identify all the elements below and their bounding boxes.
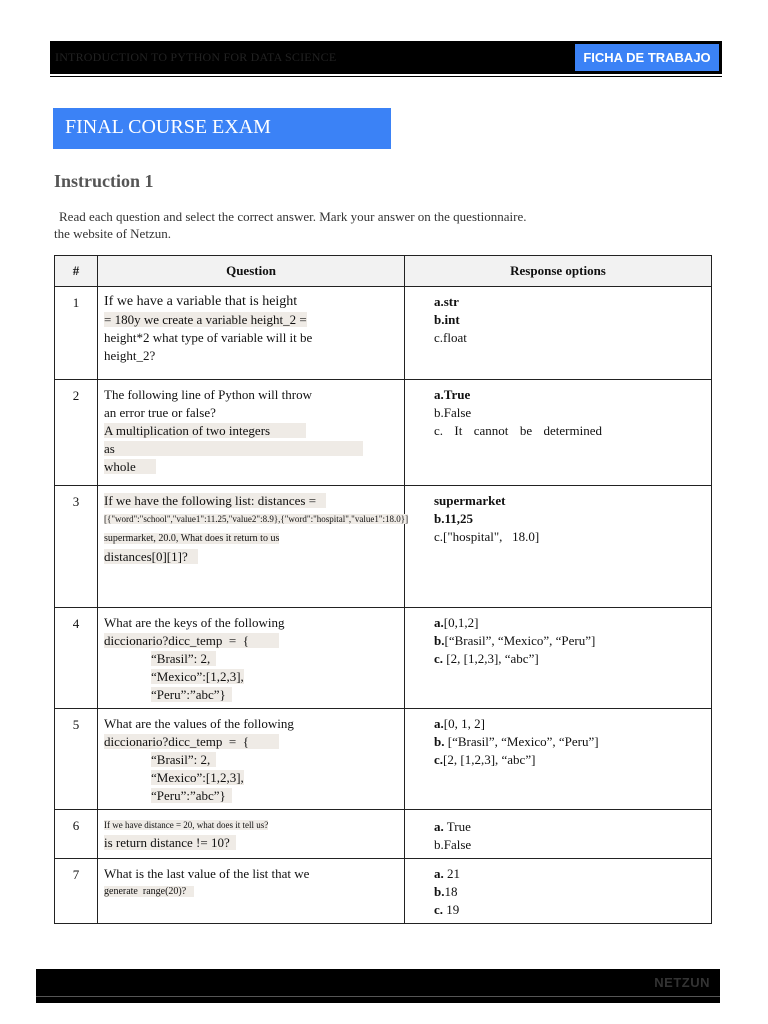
netzun-logo: NETZUN: [654, 975, 710, 990]
option-word: determined: [543, 423, 602, 438]
question-line: A multiplication of two integers: [104, 423, 306, 438]
question-line: is return distance != 10?: [104, 835, 236, 850]
question-line: “Brasil”: 2,: [151, 752, 216, 767]
table-row: [55, 810, 712, 859]
question-text: [98, 709, 405, 810]
top-header-bar: [50, 41, 722, 74]
option-b: b.False: [434, 405, 472, 420]
response-options: [405, 287, 712, 380]
question-line: “Brasil”: 2,: [151, 651, 216, 666]
question-line: diccionario?dicc_temp = {: [104, 734, 279, 749]
question-number: 2: [55, 380, 98, 486]
option-value: [“Brasil”, “Mexico”, “Peru”]: [444, 734, 599, 749]
footer-rule: [36, 996, 720, 997]
option-letter: c.: [434, 651, 444, 666]
instruction-text: [54, 208, 526, 242]
option-a: supermarket: [434, 493, 506, 508]
option-b: [434, 632, 705, 650]
question-number: 6: [55, 810, 98, 859]
question-line: as: [104, 441, 363, 456]
option-word: It: [454, 423, 463, 438]
question-number: 1: [55, 287, 98, 380]
question-text: [98, 608, 405, 709]
question-line: If we have distance = 20, what does it tell us?: [104, 820, 269, 830]
exam-title: FINAL COURSE EXAM: [65, 116, 271, 138]
option-value: [2, [1,2,3], “abc”]: [443, 651, 539, 666]
option-letter: a.: [434, 615, 444, 630]
option-letter: b.: [434, 884, 445, 899]
question-line: whole: [104, 459, 156, 474]
question-text: [98, 380, 405, 486]
table-row: [55, 859, 712, 924]
question-line: diccionario?dicc_temp = {: [104, 633, 279, 648]
response-options: [405, 859, 712, 924]
table-row: [55, 380, 712, 486]
table-row: [55, 287, 712, 380]
instruction-heading: Instruction 1: [54, 171, 154, 191]
option-letter: c.: [434, 752, 444, 767]
question-line: If we have a variable that is height: [104, 294, 298, 309]
option-value: [0,1,2]: [443, 615, 479, 630]
option-c: [434, 422, 602, 440]
option-b: b.int: [434, 312, 460, 327]
option-letter: b.: [434, 633, 445, 648]
question-number: 3: [55, 486, 98, 608]
question-line: = 180y we create a variable height_2 =: [104, 312, 307, 327]
question-number: 7: [55, 859, 98, 924]
question-line: The following line of Python will throw: [104, 387, 312, 402]
option-value: [“Brasil”, “Mexico”, “Peru”]: [444, 633, 596, 648]
footer-bar: [36, 969, 720, 1003]
option-a: [434, 818, 705, 836]
option-value: True: [443, 819, 471, 834]
question-text: [98, 287, 405, 380]
option-a: [434, 715, 705, 733]
option-word: be: [519, 423, 533, 438]
question-line: generate range(20)?: [104, 886, 194, 897]
option-value: [0, 1, 2]: [443, 716, 485, 731]
worksheet-badge: FICHA DE TRABAJO: [575, 44, 719, 71]
question-line: What is the last value of the list that we: [104, 866, 310, 881]
table-row: [55, 608, 712, 709]
option-b: b.False: [434, 837, 472, 852]
course-title: INTRODUCTION TO PYTHON FOR DATA SCIENCE: [55, 50, 337, 64]
option-b: b.11,25: [434, 511, 474, 526]
question-line: “Peru”:”abc”}: [151, 687, 232, 702]
question-line: an error true or false?: [104, 405, 216, 420]
option-a: [434, 865, 705, 883]
question-line: distances[0][1]?: [104, 549, 198, 564]
option-word: c.: [434, 423, 444, 438]
option-c: [434, 650, 705, 668]
header-rule: [50, 76, 722, 77]
option-c: c.["hospital", 18.0]: [434, 529, 540, 544]
option-b: [434, 733, 705, 751]
question-text: [98, 486, 409, 608]
option-letter: a.: [434, 866, 444, 881]
instruction-line-2: the website of Netzun.: [54, 226, 171, 241]
option-b: [434, 883, 705, 901]
option-letter: c.: [434, 902, 444, 917]
question-line: What are the values of the following: [104, 716, 294, 731]
table-row: [55, 709, 712, 810]
option-a: a.True: [434, 387, 471, 402]
response-options: [405, 486, 712, 608]
question-line: supermarket, 20.0, What does it return to us: [104, 533, 280, 544]
option-word: cannot: [473, 423, 509, 438]
question-line: “Mexico”:[1,2,3],: [151, 669, 244, 684]
question-line: What are the keys of the following: [104, 615, 285, 630]
option-value: 21: [443, 866, 460, 881]
exam-title-banner: [53, 108, 391, 149]
question-line: “Mexico”:[1,2,3],: [151, 770, 244, 785]
question-number: 4: [55, 608, 98, 709]
option-c: [434, 901, 705, 919]
question-text: [98, 859, 405, 924]
option-a: a.str: [434, 294, 459, 309]
option-c: [434, 751, 705, 769]
question-line: “Peru”:”abc”}: [151, 788, 232, 803]
option-c: c.float: [434, 330, 467, 345]
questions-table: [54, 255, 712, 924]
option-letter: a.: [434, 716, 444, 731]
header-question: Question: [98, 256, 405, 287]
question-line: height_2?: [104, 348, 156, 363]
response-options: [405, 810, 712, 859]
response-options: [405, 709, 712, 810]
option-value: 19: [443, 902, 460, 917]
option-a: [434, 614, 705, 632]
option-value: 18: [444, 884, 458, 899]
option-value: [2, [1,2,3], “abc”]: [443, 752, 536, 767]
question-text: [98, 810, 405, 859]
header-number: #: [55, 256, 98, 287]
response-options: [405, 380, 712, 486]
question-line: [{"word":"school","value1":11.25,"value2":8.9},{"word":"hospital","value1":18.0}]: [104, 514, 409, 524]
question-line: height*2 what type of variable will it be: [104, 330, 313, 345]
question-line: If we have the following list: distances =: [104, 493, 326, 508]
table-row: [55, 486, 712, 608]
option-letter: b.: [434, 734, 445, 749]
response-options: [405, 608, 712, 709]
instruction-line-1: Read each question and select the correct answer. Mark your answer on the questionnaire.: [59, 209, 527, 224]
table-header-row: [55, 256, 712, 287]
header-options: Response options: [405, 256, 712, 287]
question-number: 5: [55, 709, 98, 810]
option-letter: a.: [434, 819, 444, 834]
